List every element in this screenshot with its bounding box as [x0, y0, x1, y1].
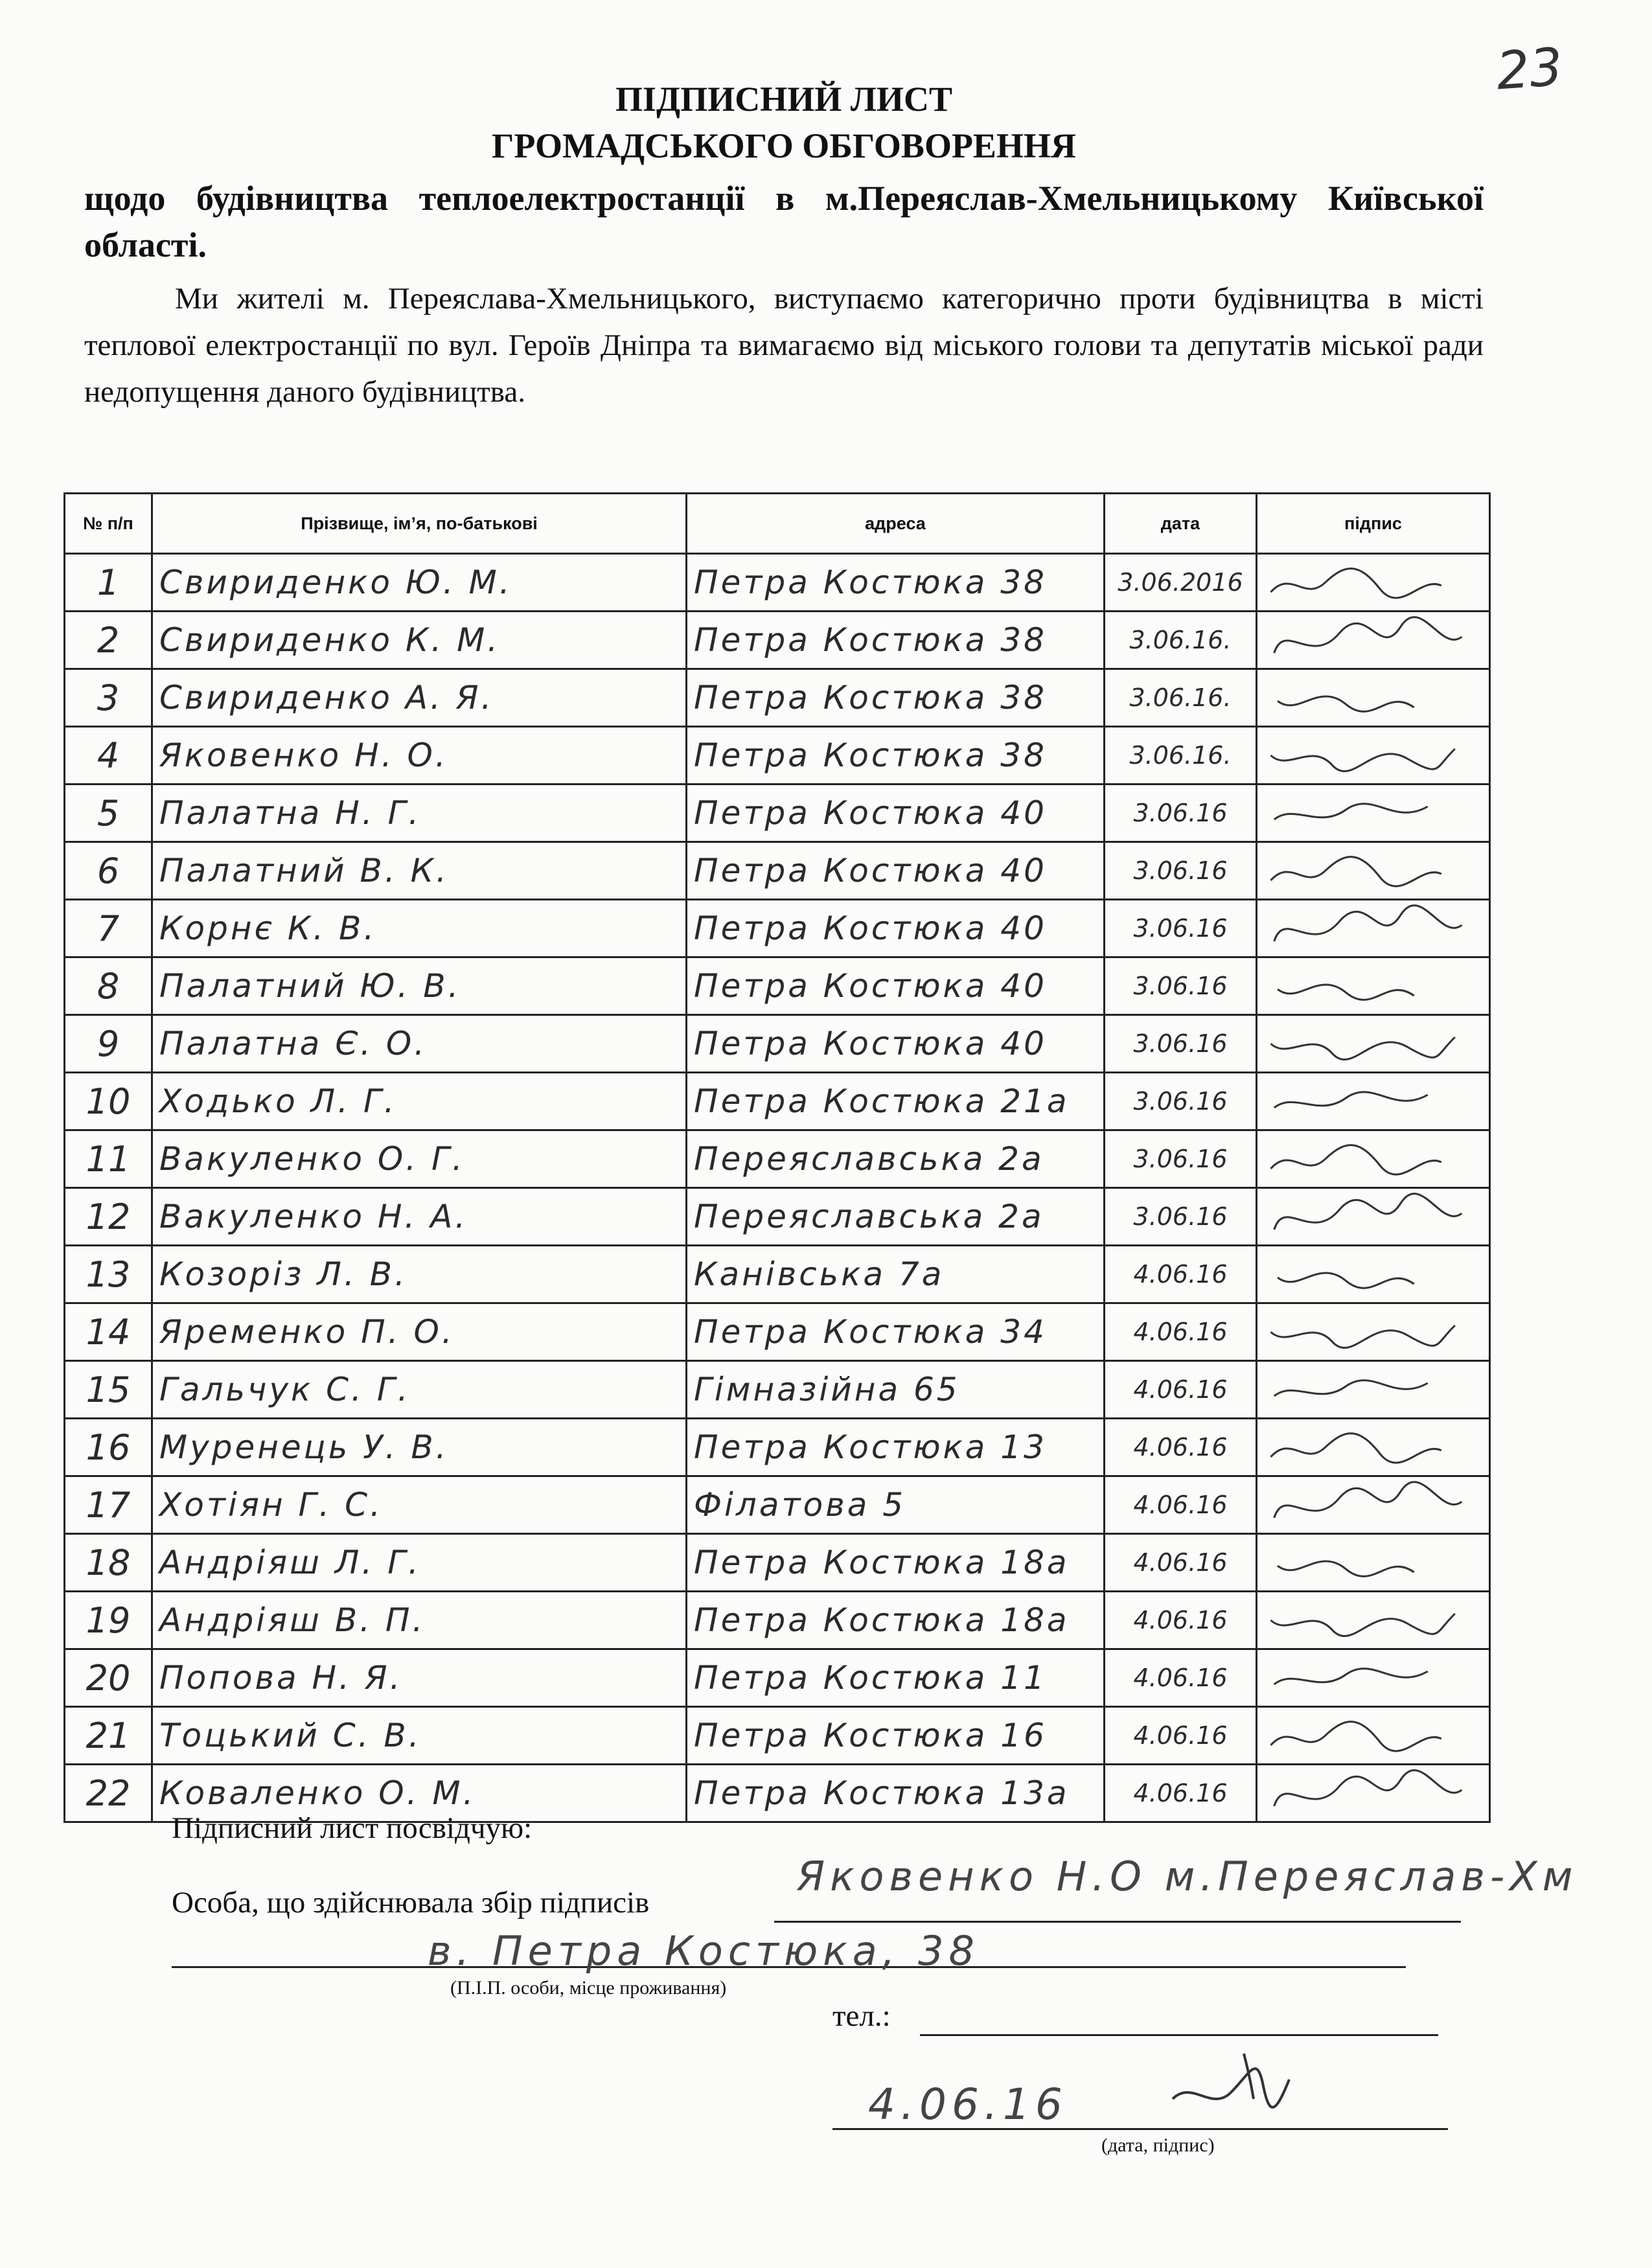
column-header-name: Прізвище, ім’я, по-батькові: [152, 494, 687, 554]
handwritten-signature: [1264, 729, 1482, 781]
row-address: Канівська 7а: [687, 1246, 1105, 1303]
row-number: 16: [65, 1419, 152, 1476]
certification-date-handwritten: 4.06.16: [868, 2079, 1068, 2129]
row-address: Петра Костюка 40: [687, 842, 1105, 900]
row-address: Петра Костюка 38: [687, 727, 1105, 785]
row-full-name: Свириденко А. Я.: [152, 669, 687, 727]
row-full-name: Палатна Н. Г.: [152, 785, 687, 842]
handwritten-signature: [1264, 1248, 1482, 1300]
table-row: [65, 1707, 1490, 1765]
row-date: 3.06.16.: [1105, 669, 1257, 727]
row-full-name: Козоріз Л. В.: [152, 1246, 687, 1303]
row-full-name: Палатний В. К.: [152, 842, 687, 900]
row-address: Петра Костюка 34: [687, 1303, 1105, 1361]
row-signature: [1257, 1073, 1490, 1130]
row-number: 19: [65, 1592, 152, 1649]
row-signature: [1257, 1534, 1490, 1592]
row-signature: [1257, 1765, 1490, 1822]
row-date: 3.06.16: [1105, 785, 1257, 842]
row-full-name: Тоцький С. В.: [152, 1707, 687, 1765]
row-number: 9: [65, 1015, 152, 1073]
row-signature: [1257, 957, 1490, 1015]
row-address: Переяславська 2а: [687, 1130, 1105, 1188]
row-date: 4.06.16: [1105, 1649, 1257, 1707]
table-row: [65, 1303, 1490, 1361]
table-row: [65, 1015, 1490, 1073]
row-address: Петра Костюка 13: [687, 1419, 1105, 1476]
handwritten-signature: [1264, 1594, 1482, 1646]
collector-name-line: [774, 1921, 1461, 1923]
row-date: 4.06.16: [1105, 1419, 1257, 1476]
row-address: Петра Костюка 38: [687, 669, 1105, 727]
row-number: 15: [65, 1361, 152, 1419]
handwritten-signature: [1264, 1421, 1482, 1473]
handwritten-signature: [1264, 1306, 1482, 1358]
table-row: [65, 785, 1490, 842]
handwritten-signature: [1264, 556, 1482, 608]
row-signature: [1257, 1246, 1490, 1303]
certify-label: Підписний лист посвідчую:: [172, 1811, 533, 1845]
table-row: [65, 1419, 1490, 1476]
handwritten-signature: [1264, 845, 1482, 897]
row-number: 1: [65, 554, 152, 612]
phone-label: тел.:: [832, 1999, 891, 2033]
row-date: 4.06.16: [1105, 1303, 1257, 1361]
handwritten-signature: [1264, 614, 1482, 666]
row-full-name: Муренець У. В.: [152, 1419, 687, 1476]
row-address: Петра Костюка 40: [687, 957, 1105, 1015]
row-address: Петра Костюка 13а: [687, 1765, 1105, 1822]
row-address: Петра Костюка 11: [687, 1649, 1105, 1707]
row-full-name: Яковенко Н. О.: [152, 727, 687, 785]
row-number: 6: [65, 842, 152, 900]
row-number: 10: [65, 1073, 152, 1130]
row-date: 3.06.16.: [1105, 727, 1257, 785]
row-signature: [1257, 1649, 1490, 1707]
table-row: [65, 554, 1490, 612]
row-signature: [1257, 612, 1490, 669]
row-date: 4.06.16: [1105, 1361, 1257, 1419]
row-number: 12: [65, 1188, 152, 1246]
handwritten-signature: [1264, 1191, 1482, 1243]
collector-name-handwritten: Яковенко Н.О м.Переяслав-Хм: [797, 1853, 1578, 1900]
row-number: 22: [65, 1765, 152, 1822]
row-number: 8: [65, 957, 152, 1015]
document-subtitle: щодо будівництва теплоелектростанції в м.Переяслав-Хмельницькому Київської області.: [84, 179, 1484, 264]
row-address: Гімназійна 65: [687, 1361, 1105, 1419]
row-date: 3.06.16: [1105, 1130, 1257, 1188]
row-date: 3.06.16: [1105, 900, 1257, 957]
row-date: 4.06.16: [1105, 1476, 1257, 1534]
row-full-name: Гальчук С. Г.: [152, 1361, 687, 1419]
row-date: 3.06.16: [1105, 1188, 1257, 1246]
row-full-name: Свириденко К. М.: [152, 612, 687, 669]
table-row: [65, 1361, 1490, 1419]
row-number: 18: [65, 1534, 152, 1592]
row-full-name: Свириденко Ю. М.: [152, 554, 687, 612]
row-full-name: Ходько Л. Г.: [152, 1073, 687, 1130]
collector-label: Особа, що здійснювала збір підписів: [172, 1886, 650, 1919]
row-address: Петра Костюка 38: [687, 554, 1105, 612]
row-signature: [1257, 669, 1490, 727]
row-address: Петра Костюка 40: [687, 785, 1105, 842]
table-row: [65, 1592, 1490, 1649]
row-date: 3.06.16: [1105, 842, 1257, 900]
table-row: [65, 1649, 1490, 1707]
row-number: 5: [65, 785, 152, 842]
row-signature: [1257, 1476, 1490, 1534]
row-date: 4.06.16: [1105, 1246, 1257, 1303]
table-row: [65, 669, 1490, 727]
row-date: 4.06.16: [1105, 1534, 1257, 1592]
pib-caption: (П.І.П. особи, місце проживання): [450, 1977, 727, 1999]
row-number: 4: [65, 727, 152, 785]
handwritten-signature: [1264, 1364, 1482, 1415]
row-full-name: Вакуленко Н. А.: [152, 1188, 687, 1246]
table-row: [65, 1073, 1490, 1130]
row-signature: [1257, 1130, 1490, 1188]
row-date: 3.06.16: [1105, 957, 1257, 1015]
row-number: 20: [65, 1649, 152, 1707]
handwritten-signature: [1264, 787, 1482, 839]
handwritten-signature: [1264, 672, 1482, 724]
row-address: Петра Костюка 16: [687, 1707, 1105, 1765]
row-number: 17: [65, 1476, 152, 1534]
row-number: 13: [65, 1246, 152, 1303]
signature-table-body: [65, 554, 1490, 1822]
row-address: Філатова 5: [687, 1476, 1105, 1534]
table-row: [65, 612, 1490, 669]
table-row: [65, 900, 1490, 957]
row-full-name: Вакуленко О. Г.: [152, 1130, 687, 1188]
row-date: 3.06.16: [1105, 1073, 1257, 1130]
date-signature-caption: (дата, підпис): [1101, 2135, 1215, 2156]
handwritten-signature: [1264, 902, 1482, 954]
row-date: 3.06.16.: [1105, 612, 1257, 669]
page-number: 23: [1494, 36, 1565, 102]
table-row: [65, 842, 1490, 900]
table-row: [65, 1188, 1490, 1246]
row-full-name: Палатна Є. О.: [152, 1015, 687, 1073]
handwritten-signature: [1264, 1652, 1482, 1704]
row-address: Петра Костюка 40: [687, 1015, 1105, 1073]
column-header-signature: підпис: [1257, 494, 1490, 554]
column-header-date: дата: [1105, 494, 1257, 554]
date-signature-line: [832, 2128, 1448, 2130]
table-row: [65, 1246, 1490, 1303]
row-signature: [1257, 785, 1490, 842]
row-number: 11: [65, 1130, 152, 1188]
row-address: Петра Костюка 18а: [687, 1534, 1105, 1592]
row-address: Петра Костюка 40: [687, 900, 1105, 957]
row-signature: [1257, 1707, 1490, 1765]
document-title-line2: ГРОМАДСЬКОГО ОБГОВОРЕННЯ: [492, 126, 1076, 165]
row-address: Петра Костюка 18а: [687, 1592, 1105, 1649]
handwritten-signature: [1264, 1537, 1482, 1588]
document-title: ПІДПИСНИЙ ЛИСТ: [615, 80, 952, 119]
handwritten-signature: [1264, 1479, 1482, 1531]
row-number: 21: [65, 1707, 152, 1765]
table-row: [65, 1476, 1490, 1534]
row-number: 3: [65, 669, 152, 727]
row-signature: [1257, 1592, 1490, 1649]
row-full-name: Корнє К. В.: [152, 900, 687, 957]
row-date: 4.06.16: [1105, 1592, 1257, 1649]
row-date: 3.06.16: [1105, 1015, 1257, 1073]
signature-table: [63, 492, 1491, 1823]
row-signature: [1257, 1361, 1490, 1419]
collector-address-handwritten: в. Петра Костюка, 38: [428, 1927, 980, 1975]
handwritten-signature: [1264, 1018, 1482, 1070]
row-address: Петра Костюка 21а: [687, 1073, 1105, 1130]
handwritten-signature: [1264, 1710, 1482, 1761]
row-full-name: Андріяш Л. Г.: [152, 1534, 687, 1592]
row-full-name: Яременко П. О.: [152, 1303, 687, 1361]
table-row: [65, 1534, 1490, 1592]
row-date: 4.06.16: [1105, 1707, 1257, 1765]
row-address: Петра Костюка 38: [687, 612, 1105, 669]
row-date: 3.06.2016: [1105, 554, 1257, 612]
row-full-name: Попова Н. Я.: [152, 1649, 687, 1707]
row-signature: [1257, 900, 1490, 957]
row-signature: [1257, 842, 1490, 900]
row-signature: [1257, 554, 1490, 612]
phone-line: [920, 2034, 1438, 2036]
row-number: 14: [65, 1303, 152, 1361]
petition-text: Ми жителі м. Переяслава-Хмельницького, виступаємо категорично проти будівництва в місті теплової електростанції по вул. Героїв Дніпра та вимагаємо від міського голови та депутатів міської ради недопущення даного будівництва.: [84, 282, 1484, 409]
row-signature: [1257, 1188, 1490, 1246]
row-full-name: Коваленко О. М.: [152, 1765, 687, 1822]
handwritten-signature: [1264, 1133, 1482, 1185]
row-full-name: Хотіян Г. С.: [152, 1476, 687, 1534]
table-row: [65, 727, 1490, 785]
table-header-row: [65, 494, 1490, 554]
row-number: 7: [65, 900, 152, 957]
row-date: 4.06.16: [1105, 1765, 1257, 1822]
row-signature: [1257, 1303, 1490, 1361]
handwritten-signature: [1264, 1075, 1482, 1127]
column-header-address: адреса: [687, 494, 1105, 554]
table-row: [65, 957, 1490, 1015]
handwritten-signature: [1264, 1767, 1482, 1819]
collector-signature: [1166, 2041, 1296, 2125]
row-full-name: Андріяш В. П.: [152, 1592, 687, 1649]
row-signature: [1257, 1419, 1490, 1476]
row-signature: [1257, 727, 1490, 785]
table-row: [65, 1130, 1490, 1188]
row-full-name: Палатний Ю. В.: [152, 957, 687, 1015]
handwritten-signature: [1264, 960, 1482, 1012]
row-signature: [1257, 1015, 1490, 1073]
row-address: Переяславська 2а: [687, 1188, 1105, 1246]
row-number: 2: [65, 612, 152, 669]
column-header-number: № п/п: [65, 494, 152, 554]
